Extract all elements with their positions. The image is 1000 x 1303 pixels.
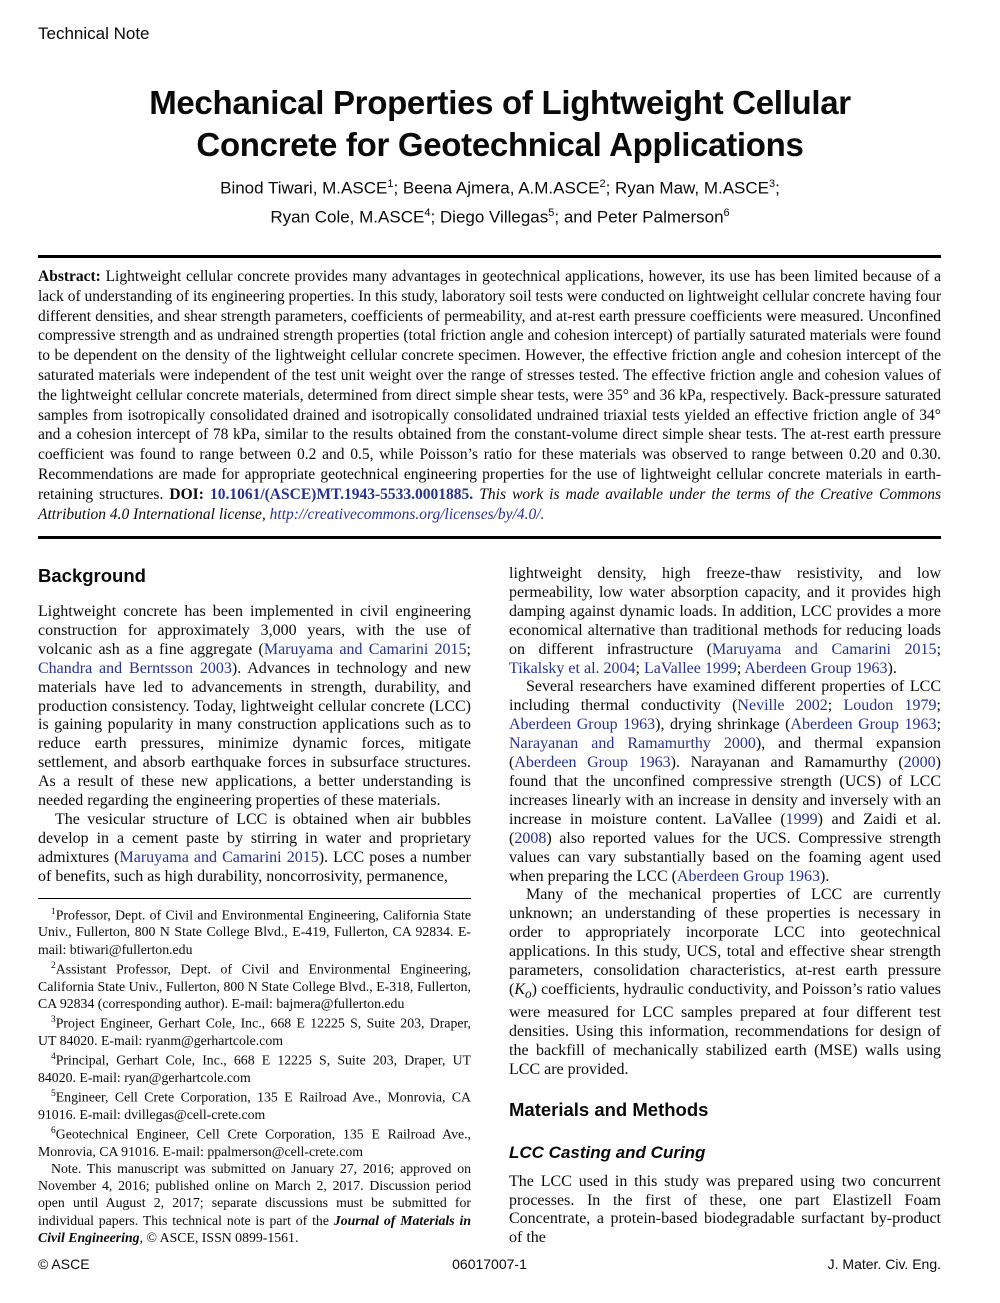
left-column — [38, 565, 471, 1246]
citation-link[interactable]: Aberdeen Group 1963 — [509, 716, 656, 734]
note-text: Note. This manuscript was submitted on January 27, 2016; approved on November 4, 2016; published online on March 2, 2017. Discussion period open until August 2, 2017; separate discussions must be submitted for individual papers. This technical note is part of the — [38, 1161, 471, 1228]
k-subscript: o — [525, 986, 532, 1002]
note-text: , © ASCE, ISSN 0899-1561. — [139, 1229, 299, 1245]
body-text: ) coefficients, hydraulic conductivity, and Poisson’s ratio values were measured for LCC samples prepared at four different test densities. Using this information, recommendations for design of the backfill of mechanically stabilized earth (MSE) walls using LCC are provided. — [509, 980, 941, 1078]
footnote — [38, 1012, 471, 1049]
body-text: Several researchers have examined different properties of LCC including thermal conductivity ( — [509, 678, 941, 715]
footnote — [38, 1086, 471, 1123]
abstract-bottom-divider — [38, 536, 941, 539]
paragraph — [509, 678, 941, 886]
citation-link[interactable]: Neville 2002 — [737, 697, 828, 715]
abstract-top-divider — [38, 255, 941, 258]
author-affiliation-ref: 6 — [723, 206, 730, 219]
author-name: ; Beena Ajmera, A.M.ASCE — [393, 178, 600, 198]
body-text: ) also reported values for the UCS. Compressive strength values can vary substantially based on the foaming agent used when preparing the LCC ( — [509, 829, 941, 885]
page-footer — [38, 1256, 941, 1272]
paper-title-line-1: Mechanical Properties of Lightweight Cellular — [149, 84, 851, 121]
citation-link[interactable]: Maruyama and Camarini 2015 — [119, 848, 319, 866]
citation-link[interactable]: Tikalsky et al. 2004 — [509, 659, 636, 677]
abstract — [38, 267, 941, 524]
author-list — [0, 172, 1000, 229]
footnote — [38, 958, 471, 1012]
footer-journal-abbrev: J. Mater. Civ. Eng. — [827, 1256, 941, 1272]
footnote-text: Principal, Gerhart Cole, Inc., 668 E 12225 S, Suite 203, Draper, UT 84020. E-mail: ryan@gerhartcole.com — [38, 1052, 471, 1085]
author-affiliation-ref: 5 — [548, 206, 555, 219]
body-text: ; — [936, 640, 942, 658]
body-text: ; — [466, 640, 471, 658]
citation-link[interactable]: Maruyama and Camarini 2015 — [711, 640, 937, 658]
author-affiliation-ref: 4 — [424, 206, 431, 219]
author-name: Ryan Cole, M.ASCE — [270, 207, 425, 227]
abstract-text: Lightweight cellular concrete provides many advantages in geotechnical applications, however, its use has been limited because of a lack of understanding of its engineering properties. In this study, laboratory soil tests were conducted on lightweight cellular concrete having four different densities, and shear strength parameters, coefficients of permeability, and at-rest earth pressure coefficients were measured. Unconfined compressive strength and as undrained strength properties (total friction angle and cohesion intercept) of partially saturated materials were found to be dependent on the density of the lightweight cellular concrete specimen. However, the effective friction angle and cohesion intercept of the saturated materials were independent of the test unit weight over the range of stresses tested. The effective friction angle and cohesion values of the lightweight cellular concrete materials, determined from direct simple shear tests, were 35° and 36 kPa, respectively. Back-pressure saturated samples from isotropically consolidated drained and isotropically consolidated undrained triaxial tests yielded an effective friction angle of 34° and a cohesion intercept of 78 kPa, similar to the results obtained from the constant-volume direct simple shear tests. The at-rest earth pressure coefficient was found to range between 0.2 and 0.5, while Poisson’s ratio for these materials was observed to range between 0.20 and 0.30. Recommendations are made for appropriate geotechnical engineering properties for the use of lightweight cellular concrete materials in earth-retaining structures. — [38, 268, 941, 503]
body-text: ). Narayanan and Ramamurthy ( — [670, 754, 904, 772]
right-column — [509, 565, 941, 1248]
paragraph — [509, 1173, 941, 1249]
body-text: The vesicular structure of LCC is obtained when air bubbles develop in a cement paste by stirring in water and proprietary admixtures ( — [38, 810, 471, 866]
citation-link[interactable]: Aberdeen Group 1963 — [514, 754, 671, 772]
footnote-marker: 6 — [51, 1126, 56, 1136]
citation-link[interactable]: Aberdeen Group 1963 — [744, 659, 888, 677]
author-name: ; Ryan Maw, M.ASCE — [605, 178, 770, 198]
footnote — [38, 1049, 471, 1086]
footnote-marker: 2 — [51, 960, 56, 971]
citation-link[interactable]: 1999 — [785, 810, 818, 828]
footnote-text: Project Engineer, Gerhart Cole, Inc., 668 E 12225 S, Suite 203, Draper, UT 84020. E-mail: ryanm@gerhartcole.com — [38, 1015, 471, 1048]
body-text: ). LCC poses a number of benefits, such as high durability, noncorrosivity, permanence, — [38, 848, 471, 885]
doi-link[interactable]: 10.1061/(ASCE)MT.1943-5533.0001885. — [209, 485, 474, 503]
license-link[interactable]: http://creativecommons.org/licenses/by/4.0/. — [269, 505, 545, 523]
body-text: ) and Zaidi et al. ( — [509, 810, 941, 847]
author-line-1 — [0, 172, 1000, 201]
citation-link[interactable]: 2008 — [514, 829, 547, 847]
footnote-text: Engineer, Cell Crete Corporation, 135 E Railroad Ave., Monrovia, CA 91016. E-mail: dvillegas@cell-crete.com — [38, 1089, 471, 1122]
body-text: Many of the mechanical properties of LCC are currently unknown; an understanding of these properties is necessary in order to appropriately incorporate LCC into geotechnical applications. In this study, UCS, total and effective shear strength parameters, consolidation characteristics, at-rest earth pressure ( — [509, 886, 941, 998]
citation-link[interactable]: Chandra and Berntsson 2003 — [38, 659, 232, 677]
abstract-label: Abstract: — [38, 268, 101, 285]
footer-copyright: © ASCE — [38, 1256, 90, 1272]
footnote-marker: 1 — [51, 906, 56, 917]
body-text: ). Advances in technology and new materials have led to advancements in strength, durability, and production consistency. Today, lightweight cellular concrete (LCC) is gaining popularity in many construction applications such as to reduce earth pressures, minimize dynamic forces, mitigate settlement, and absorb earthquake forces in subsurface structures. As a result of these new applications, a better understanding is needed regarding the engineering properties of these materials. — [38, 659, 472, 810]
body-text: ). — [820, 867, 830, 885]
footnote — [38, 904, 471, 958]
author-line-2 — [0, 201, 1000, 230]
body-text: ; — [827, 697, 844, 715]
paragraph — [509, 565, 941, 678]
footnote-marker: 4 — [51, 1052, 56, 1062]
author-name: ; and Peter Palmerson — [554, 207, 724, 227]
citation-link[interactable]: Loudon 1979 — [843, 697, 937, 715]
body-text: ) found that the unconfined compressive strength (UCS) of LCC increases linearly with an increase in density and inversely with an increase in moisture content. LaVallee ( — [509, 754, 941, 828]
footnote-marker: 3 — [51, 1015, 56, 1025]
body-text: Lightweight concrete has been implemented in civil engineering construction for approximately 3,000 years, with the use of volcanic ash as a fine aggregate ( — [38, 603, 471, 658]
journal-name: Journal of Materials in Civil Engineering — [38, 1212, 471, 1245]
manuscript-note — [38, 1160, 471, 1246]
section-heading-background: Background — [38, 565, 146, 586]
paragraph — [509, 886, 941, 1079]
body-text: ; — [736, 659, 745, 677]
citation-link[interactable]: Aberdeen Group 1963 — [676, 867, 821, 885]
k-symbol: K — [514, 980, 525, 998]
body-text: lightweight density, high freeze-thaw resistivity, and low permeability, low water absorption capacity, and it provides high damping against dynamic loads. In addition, LCC provides a more economical alternative than traditional methods for reducing loads on different infrastructure ( — [509, 565, 941, 658]
citation-link[interactable]: Maruyama and Camarini 2015 — [263, 640, 467, 658]
citation-link[interactable]: 2000 — [903, 754, 936, 772]
footnotes-block — [38, 898, 471, 1246]
citation-link[interactable]: LaVallee 1999 — [643, 659, 737, 677]
author-affiliation-ref: 1 — [387, 178, 394, 190]
author-name: Binod Tiwari, M.ASCE — [220, 178, 388, 198]
body-text: ). — [887, 659, 897, 677]
citation-link[interactable]: Narayanan and Ramamurthy 2000 — [509, 735, 756, 753]
subsection-heading-lcc-casting: LCC Casting and Curing — [509, 1142, 706, 1162]
doi-label: DOI: — [169, 485, 210, 503]
footer-page-number: 06017007-1 — [452, 1256, 527, 1272]
footnote-text: Professor, Dept. of Civil and Environmental Engineering, California State Univ., Fullerton, 800 N State College Blvd., E-419, Fullerton, CA 92834. E-mail: btiwari@fullerton.edu — [38, 907, 471, 957]
paper-title — [0, 82, 1000, 166]
body-text: ; — [936, 697, 941, 715]
paragraph — [38, 603, 471, 811]
body-text: ; — [635, 659, 644, 677]
author-affiliation-ref: 3 — [769, 178, 776, 190]
paragraph — [38, 811, 471, 887]
body-text: ), drying shrinkage ( — [655, 716, 791, 734]
author-separator: ; — [775, 178, 780, 198]
document-type-label: Technical Note — [38, 24, 150, 43]
body-text: ), and thermal expansion ( — [509, 735, 941, 772]
author-name: ; Diego Villegas — [430, 207, 549, 227]
author-affiliation-ref: 2 — [599, 178, 606, 190]
footnote-text: Assistant Professor, Dept. of Civil and Environmental Engineering, California State Univ., Fullerton, 800 N State College Blvd., E-318, Fullerton, CA 92834 (corresponding author). E-mail: bajmera@fullerton.edu — [38, 961, 471, 1011]
citation-link[interactable]: Aberdeen Group 1963 — [790, 716, 937, 734]
footnote-text: Geotechnical Engineer, Cell Crete Corporation, 135 E Railroad Ave., Monrovia, CA 91016. E-mail: ppalmerson@cell-crete.com — [38, 1126, 471, 1159]
footnote — [38, 1123, 471, 1160]
paper-title-line-2: Concrete for Geotechnical Applications — [196, 126, 804, 163]
body-text: ; — [936, 716, 942, 734]
section-heading-materials-methods: Materials and Methods — [509, 1098, 709, 1120]
body-text: The LCC used in this study was prepared using two concurrent processes. In the first of these, one part Elastizell Foam Concentrate, a protein-based biodegradable surfactant by-product of the — [509, 1172, 941, 1247]
license-text: This work is made available under the terms of the Creative Commons Attribution 4.0 International license, — [38, 485, 941, 523]
footnote-marker: 5 — [51, 1089, 56, 1099]
